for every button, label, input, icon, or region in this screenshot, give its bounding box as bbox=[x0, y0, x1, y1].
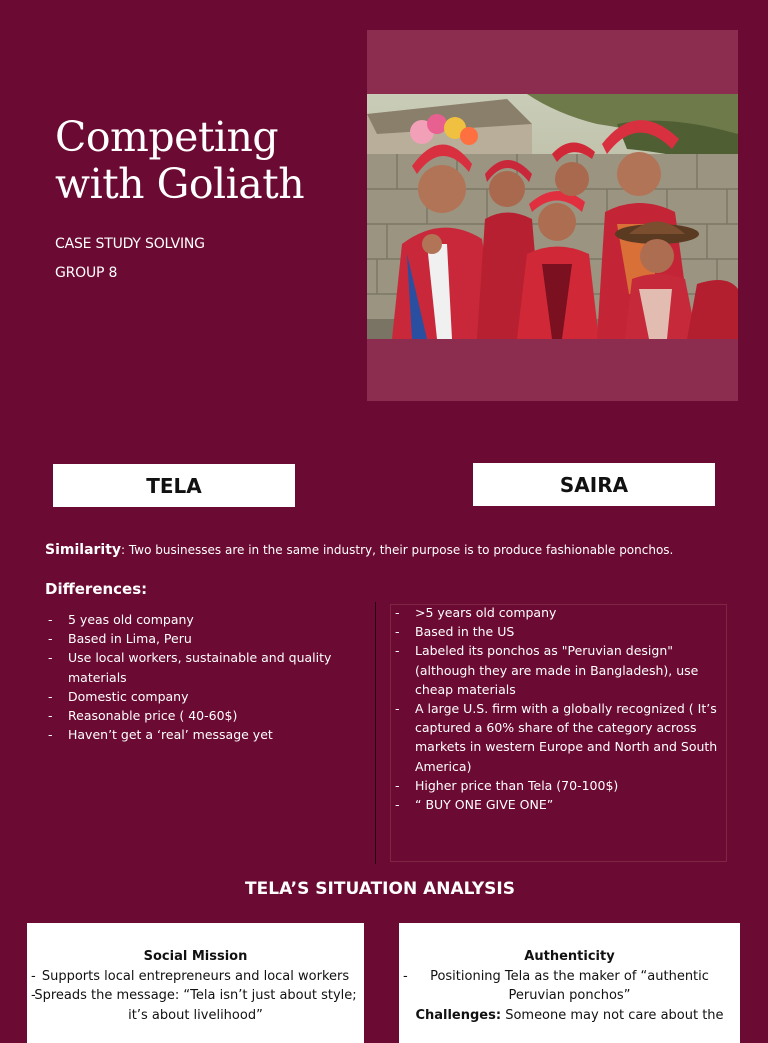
subtitle-line-1: CASE STUDY SOLVING bbox=[55, 236, 205, 252]
peruvian-children-photo bbox=[367, 94, 738, 339]
social-mission-title: Social Mission bbox=[143, 949, 248, 964]
similarity-label: Similarity bbox=[45, 542, 122, 558]
tela-differences-list bbox=[45, 610, 355, 744]
differences-label: Differences: bbox=[45, 580, 148, 598]
authenticity-card bbox=[399, 923, 740, 1043]
list-item: - Domestic company bbox=[45, 687, 355, 706]
comparison-slide bbox=[0, 440, 768, 870]
tela-heading-box: TELA bbox=[53, 464, 295, 507]
challenges-label: Challenges: bbox=[415, 1007, 502, 1023]
list-item: - 5 yeas old company bbox=[45, 610, 355, 629]
list-item: - Reasonable price ( 40-60$) bbox=[45, 706, 355, 725]
saira-heading-box: SAIRA bbox=[473, 463, 715, 506]
list-item-text: Spreads the message: “Tela isn’t just about style; it’s about livelihood” bbox=[34, 988, 357, 1023]
list-item: - Based in the US bbox=[392, 622, 722, 641]
list-item-text: Positioning Tela as the maker of “authentic Peruvian ponchos” bbox=[430, 968, 709, 1003]
list-item: - Higher price than Tela (70-100$) bbox=[392, 776, 722, 795]
photo-frame bbox=[367, 30, 738, 401]
authenticity-list bbox=[405, 967, 734, 1006]
slide-subtitle bbox=[55, 230, 205, 288]
slide-title bbox=[55, 114, 355, 208]
social-mission-list bbox=[33, 967, 358, 1026]
title-line-2: with Goliath bbox=[55, 160, 305, 208]
analysis-title: TELA’S SITUATION ANALYSIS bbox=[245, 879, 515, 899]
list-item: - Haven’t get a ‘real’ message yet bbox=[45, 725, 355, 744]
social-mission-card bbox=[27, 923, 364, 1043]
list-item-text: Supports local entrepreneurs and local workers bbox=[41, 968, 350, 984]
subtitle-line-2: GROUP 8 bbox=[55, 265, 118, 281]
dash-marker: - bbox=[31, 968, 36, 984]
challenges-body: Someone may not care about the bbox=[501, 1007, 724, 1023]
list-item: - “ BUY ONE GIVE ONE” bbox=[392, 795, 722, 814]
list-item: - Use local workers, sustainable and quality materials bbox=[45, 648, 355, 686]
analysis-slide bbox=[0, 875, 768, 1024]
list-item bbox=[33, 967, 358, 987]
list-item bbox=[33, 986, 358, 1025]
column-divider bbox=[375, 602, 376, 864]
list-item: - Based in Lima, Peru bbox=[45, 629, 355, 648]
saira-differences-list bbox=[392, 603, 722, 814]
title-line-1: Competing bbox=[55, 113, 279, 161]
dash-marker: - bbox=[31, 988, 36, 1003]
list-item: - A large U.S. firm with a globally recognized ( It’s captured a 60% share of the category across markets in western Europe and North and South America) bbox=[392, 699, 722, 776]
cover-photo bbox=[367, 94, 738, 339]
cover-slide bbox=[0, 0, 768, 430]
challenges-text bbox=[405, 1006, 734, 1026]
similarity-statement bbox=[45, 542, 765, 558]
similarity-text: : Two businesses are in the same industry, their purpose is to produce fashionable ponchos. bbox=[121, 543, 674, 557]
list-item: - Labeled its ponchos as "Peruvian design" (although they are made in Bangladesh), use cheap materials bbox=[392, 641, 722, 699]
list-item: - >5 years old company bbox=[392, 603, 722, 622]
dash-marker: - bbox=[403, 968, 408, 984]
authenticity-title: Authenticity bbox=[524, 949, 615, 964]
list-item bbox=[405, 967, 734, 1006]
